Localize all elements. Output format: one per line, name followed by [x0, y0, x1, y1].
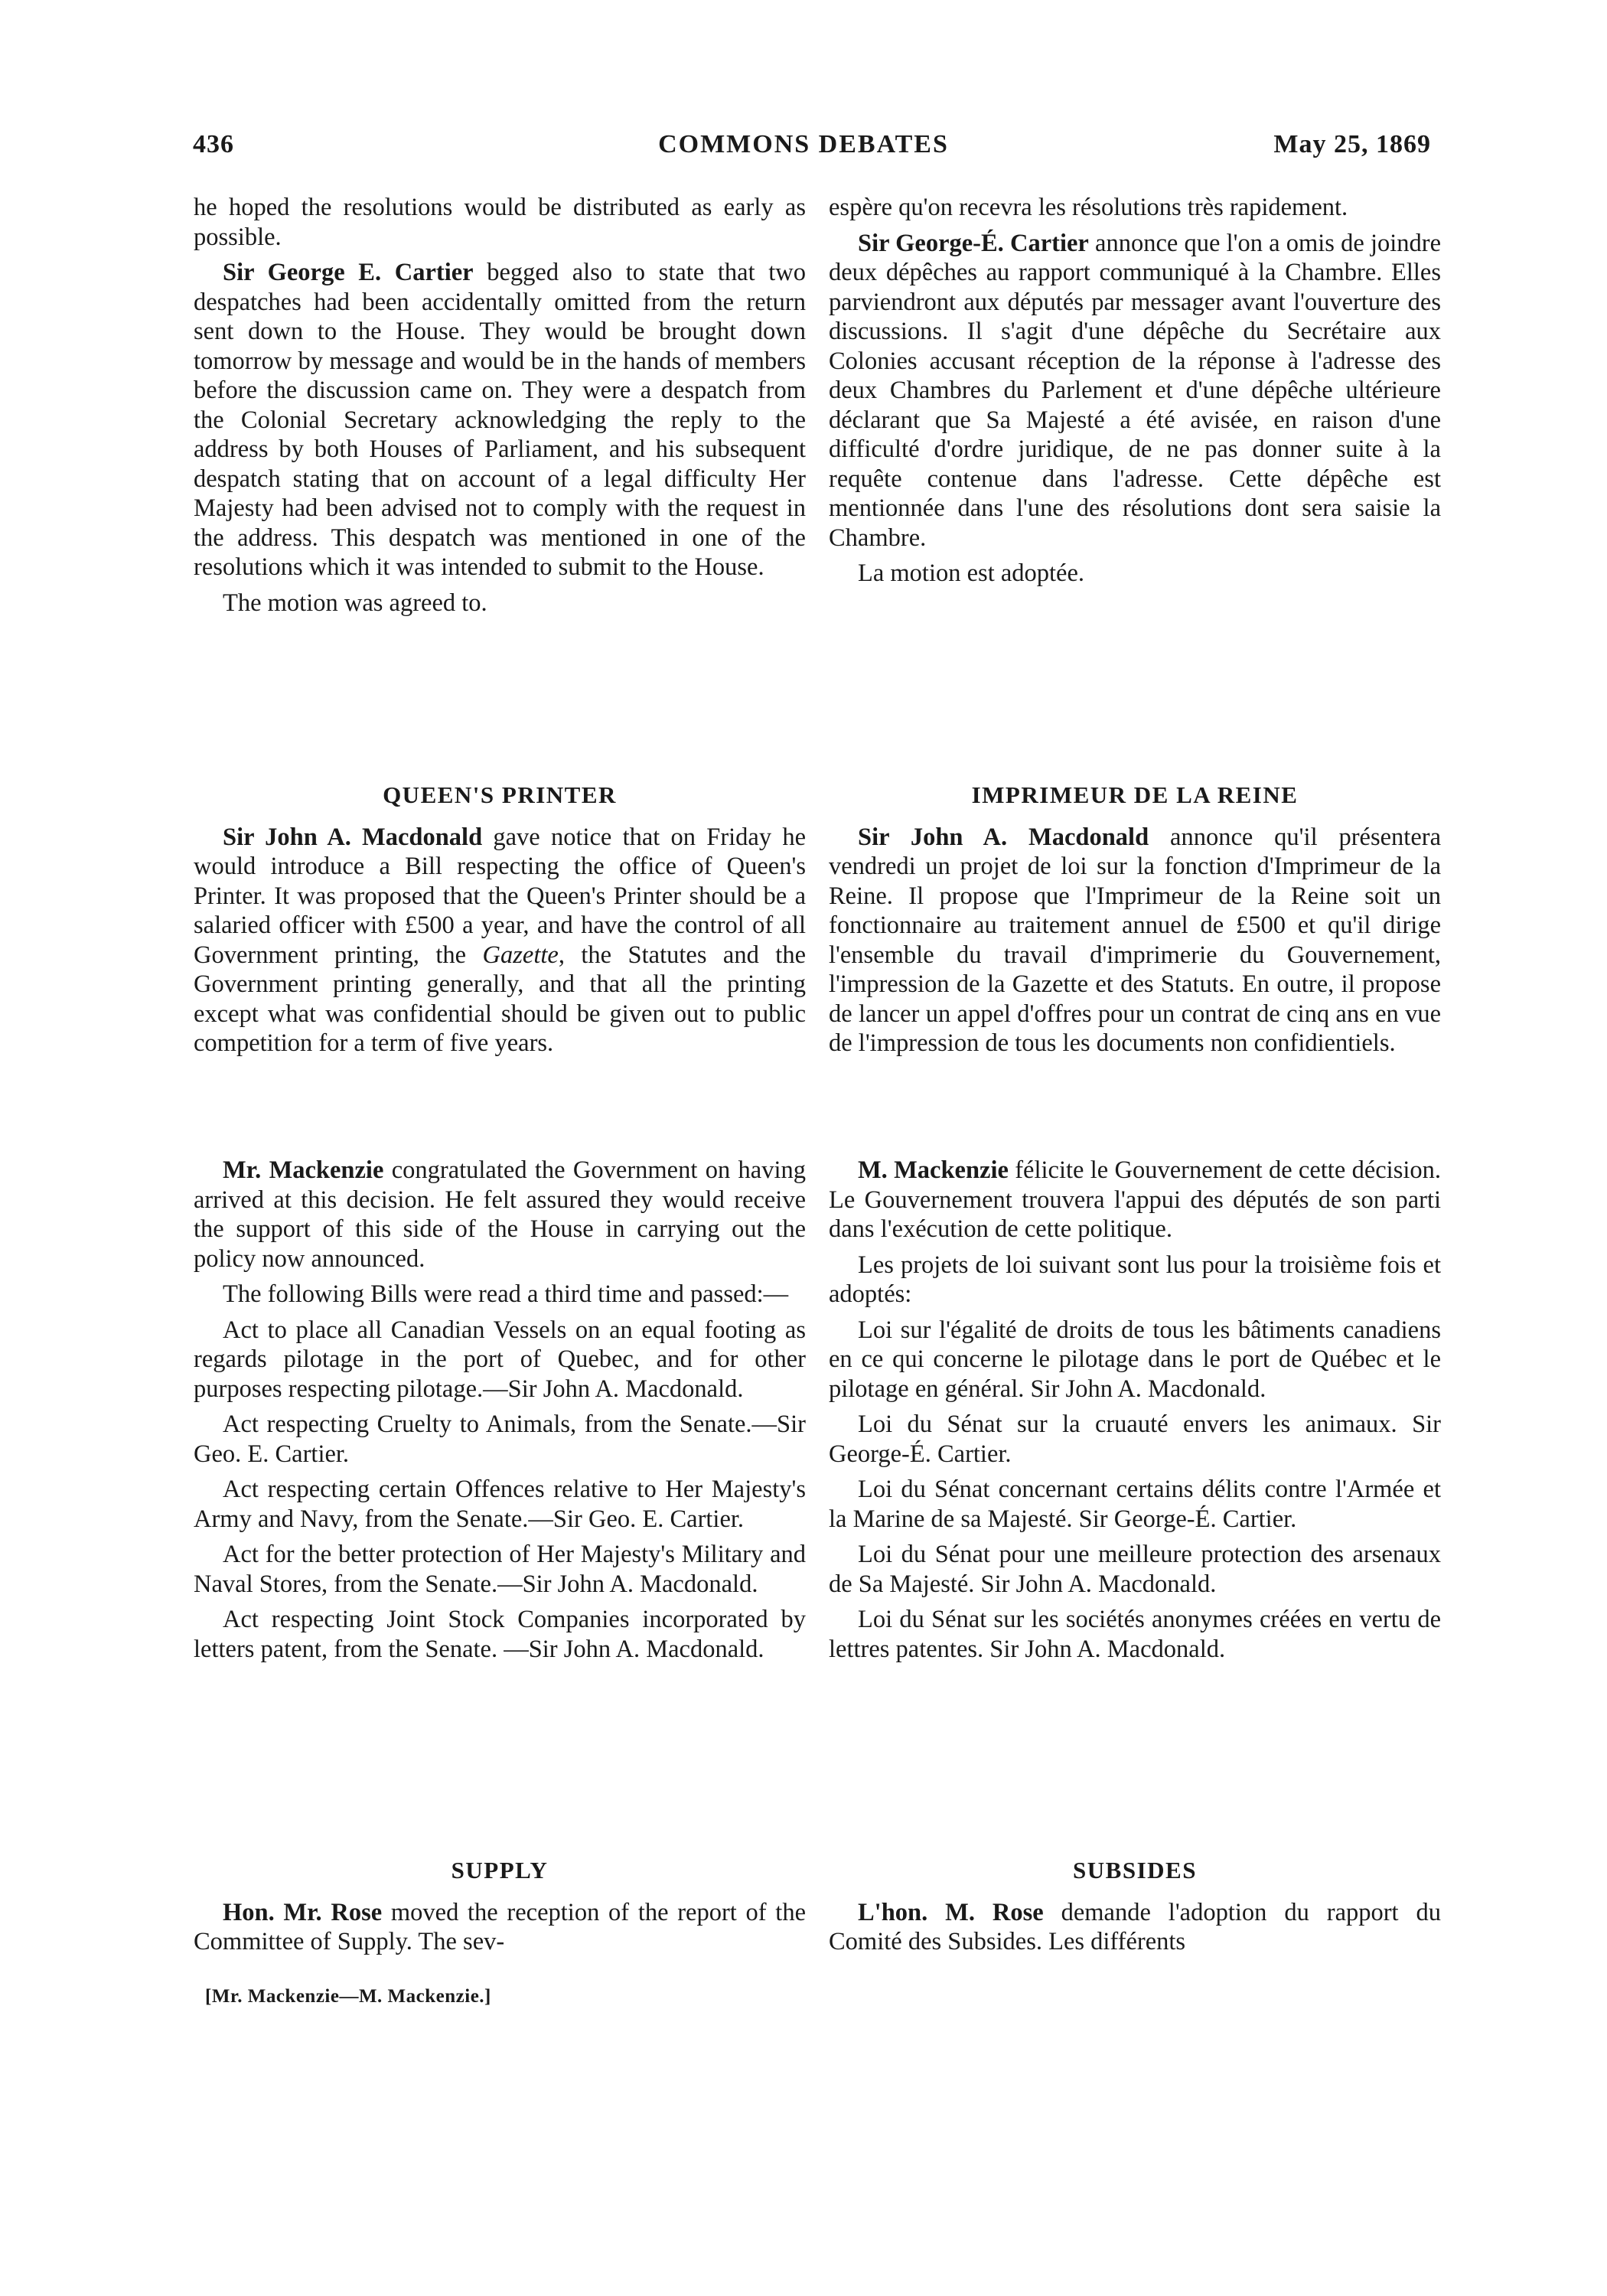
french-column-bills [829, 1156, 1441, 1670]
french-bill-5: Loi du Sénat sur les sociétés anonymes créées en vertu de lettres patentes. Sir John A. Macdonald. [829, 1606, 1441, 1663]
english-bill-3: Act respecting certain Offences relative to Her Majesty's Army and Navy, from the Senate.—Sir Geo. E. Cartier. [194, 1476, 806, 1533]
speech-text-cont: , the Statutes and the Government printing generally, and that all the printing except what was confidential should be given out to public competition for a term of five years. [194, 941, 806, 1057]
french-bills-intro: Les projets de loi suivant sont lus pour la troisième fois et adoptés: [829, 1251, 1441, 1308]
english-mackenzie-paragraph [194, 1156, 806, 1274]
french-column-printer [829, 781, 1441, 1065]
publication-title: COMMONS DEBATES [658, 130, 949, 158]
english-bill-2: Act respecting Cruelty to Animals, from the Senate.—Sir Geo. E. Cartier. [194, 1411, 806, 1468]
page-footer: [Mr. Mackenzie—M. Mackenzie.] [205, 1986, 491, 2007]
section-heading-imprimeur: IMPRIMEUR DE LA REINE [971, 781, 1299, 808]
speaker-name: Sir John A. Macdonald [858, 823, 1149, 851]
section-heading-subsides: SUBSIDES [1073, 1857, 1197, 1883]
english-column-printer [194, 781, 806, 1065]
speech-text: congratulated the Government on having arrived at this decision. He felt assured they would receive the support of this side of the House in carrying out the policy now announced. [194, 1156, 806, 1273]
french-mackenzie-paragraph [829, 1156, 1441, 1244]
english-macdonald-paragraph [194, 823, 806, 1058]
french-bill-2: Loi du Sénat sur la cruauté envers les animaux. Sir George-É. Cartier. [829, 1411, 1441, 1468]
speech-text: begged also to state that two despatches had been accidentally omitted from the return sent down to the House. They would be brought down tomorrow by message and would be in the hands of members before the discussion came on. They were a despatch from the Colonial Secretary acknowledging the reply to the address by both Houses of Parliament, and his subsequent despatch stating that on account of a legal difficulty Her Majesty had been advised not to comply with the request in the address. This despatch was mentioned in one of the resolutions which it was intended to submit to the House. [194, 259, 807, 581]
speaker-name: Sir John A. Macdonald [223, 823, 483, 851]
speech-text: moved the reception of the report of the Committee of Supply. The sev- [194, 1898, 806, 1955]
french-bill-3: Loi du Sénat concernant certains délits contre l'Armée et la Marine de sa Majesté. Sir George-É. Cartier. [829, 1476, 1441, 1533]
speaker-name: M. Mackenzie [858, 1156, 1009, 1184]
english-column-supply [194, 1856, 806, 1963]
english-bills-intro: The following Bills were read a third time and passed:— [223, 1280, 789, 1308]
english-bill-1: Act to place all Canadian Vessels on an equal footing as regards pilotage in the port of Quebec, and for other purposes respecting pilotage.—Sir John A. Macdonald. [194, 1316, 806, 1403]
speech-text: félicite le Gouvernement de cette décision. Le Gouvernement trouvera l'appui des députés de son parti dans l'exécution de cette politique. [829, 1156, 1442, 1243]
english-rose-paragraph [194, 1898, 806, 1957]
speaker-name: Sir George E. Cartier [223, 259, 474, 286]
french-intro: espère qu'on recevra les résolutions très rapidement. [829, 194, 1348, 221]
page-number: 436 [193, 130, 234, 158]
french-cartier-paragraph [829, 229, 1441, 553]
french-rose-paragraph [829, 1898, 1441, 1957]
gazette-italic: Gazette [482, 941, 559, 969]
english-intro: he hoped the resolutions would be distributed as early as possible. [194, 194, 806, 251]
english-cartier-paragraph [194, 258, 806, 582]
french-macdonald-paragraph [829, 823, 1441, 1058]
speech-text: gave notice that on Friday he would introduce a Bill respecting the office of Queen's Printer. It was proposed that the Queen's Printer should be a salaried officer with £500 a year, and have the control of all Government printing, the [194, 823, 806, 969]
speaker-name: Sir George-É. Cartier [858, 229, 1089, 257]
speaker-name: Hon. Mr. Rose [223, 1898, 383, 1926]
english-column-bills [194, 1156, 806, 1670]
english-column-top [194, 193, 806, 624]
french-motion: La motion est adoptée. [858, 559, 1085, 587]
speaker-name: L'hon. M. Rose [858, 1898, 1044, 1926]
section-heading-queens-printer: QUEEN'S PRINTER [383, 781, 617, 808]
section-heading-supply: SUPPLY [451, 1857, 549, 1883]
french-column-top [829, 193, 1441, 595]
speech-text: demande l'adoption du rapport du Comité des Subsides. Les différents [829, 1898, 1442, 1955]
speech-text: annonce que l'on a omis de joindre deux dépêches au rapport communiqué à la Chambre. Elles parviendront aux députés par messager avant l'ouverture des discussions. Il s'agit d'une dépêche du Secrétaire aux Colonies accusant réception de la réponse à l'adresse des deux Chambres du Parlement et d'une dépêche ultérieure déclarant que Sa Majesté a été avisée, en raison d'une difficulté d'ordre juridique, de ne pas donner suite à la requête contenue dans l'adresse. Cette dépêche est mentionnée dans l'une des résolutions dont sera saisie la Chambre. [829, 229, 1442, 552]
speaker-name: Mr. Mackenzie [223, 1156, 384, 1184]
english-bill-4: Act for the better protection of Her Majesty's Military and Naval Stores, from the Senate.—Sir John A. Macdonald. [194, 1541, 806, 1598]
page-date: May 25, 1869 [1273, 130, 1431, 158]
french-bill-4: Loi du Sénat pour une meilleure protection des arsenaux de Sa Majesté. Sir John A. Macdonald. [829, 1541, 1441, 1598]
speech-text: annonce qu'il présentera vendredi un projet de loi sur la fonction d'Imprimeur de la Reine. Il propose que l'Imprimeur de la Reine soit un fonctionnaire au traitement annuel de £500 et qu'il dirige l'ensemble du travail d'imprimerie du Gouvernement, l'impression de la Gazette et des Statuts. En outre, il propose de lancer un appel d'offres pour un contrat de cinq ans en vue de l'impression de tous les documents non confidientiels. [829, 823, 1442, 1057]
english-bill-5: Act respecting Joint Stock Companies incorporated by letters patent, from the Senate. —Sir John A. Macdonald. [194, 1606, 806, 1663]
french-bill-1: Loi sur l'égalité de droits de tous les bâtiments canadiens en ce qui concerne le pilotage dans le port de Québec et le pilotage en général. Sir John A. Macdonald. [829, 1316, 1441, 1403]
french-column-supply [829, 1856, 1441, 1963]
english-motion: The motion was agreed to. [223, 589, 487, 617]
